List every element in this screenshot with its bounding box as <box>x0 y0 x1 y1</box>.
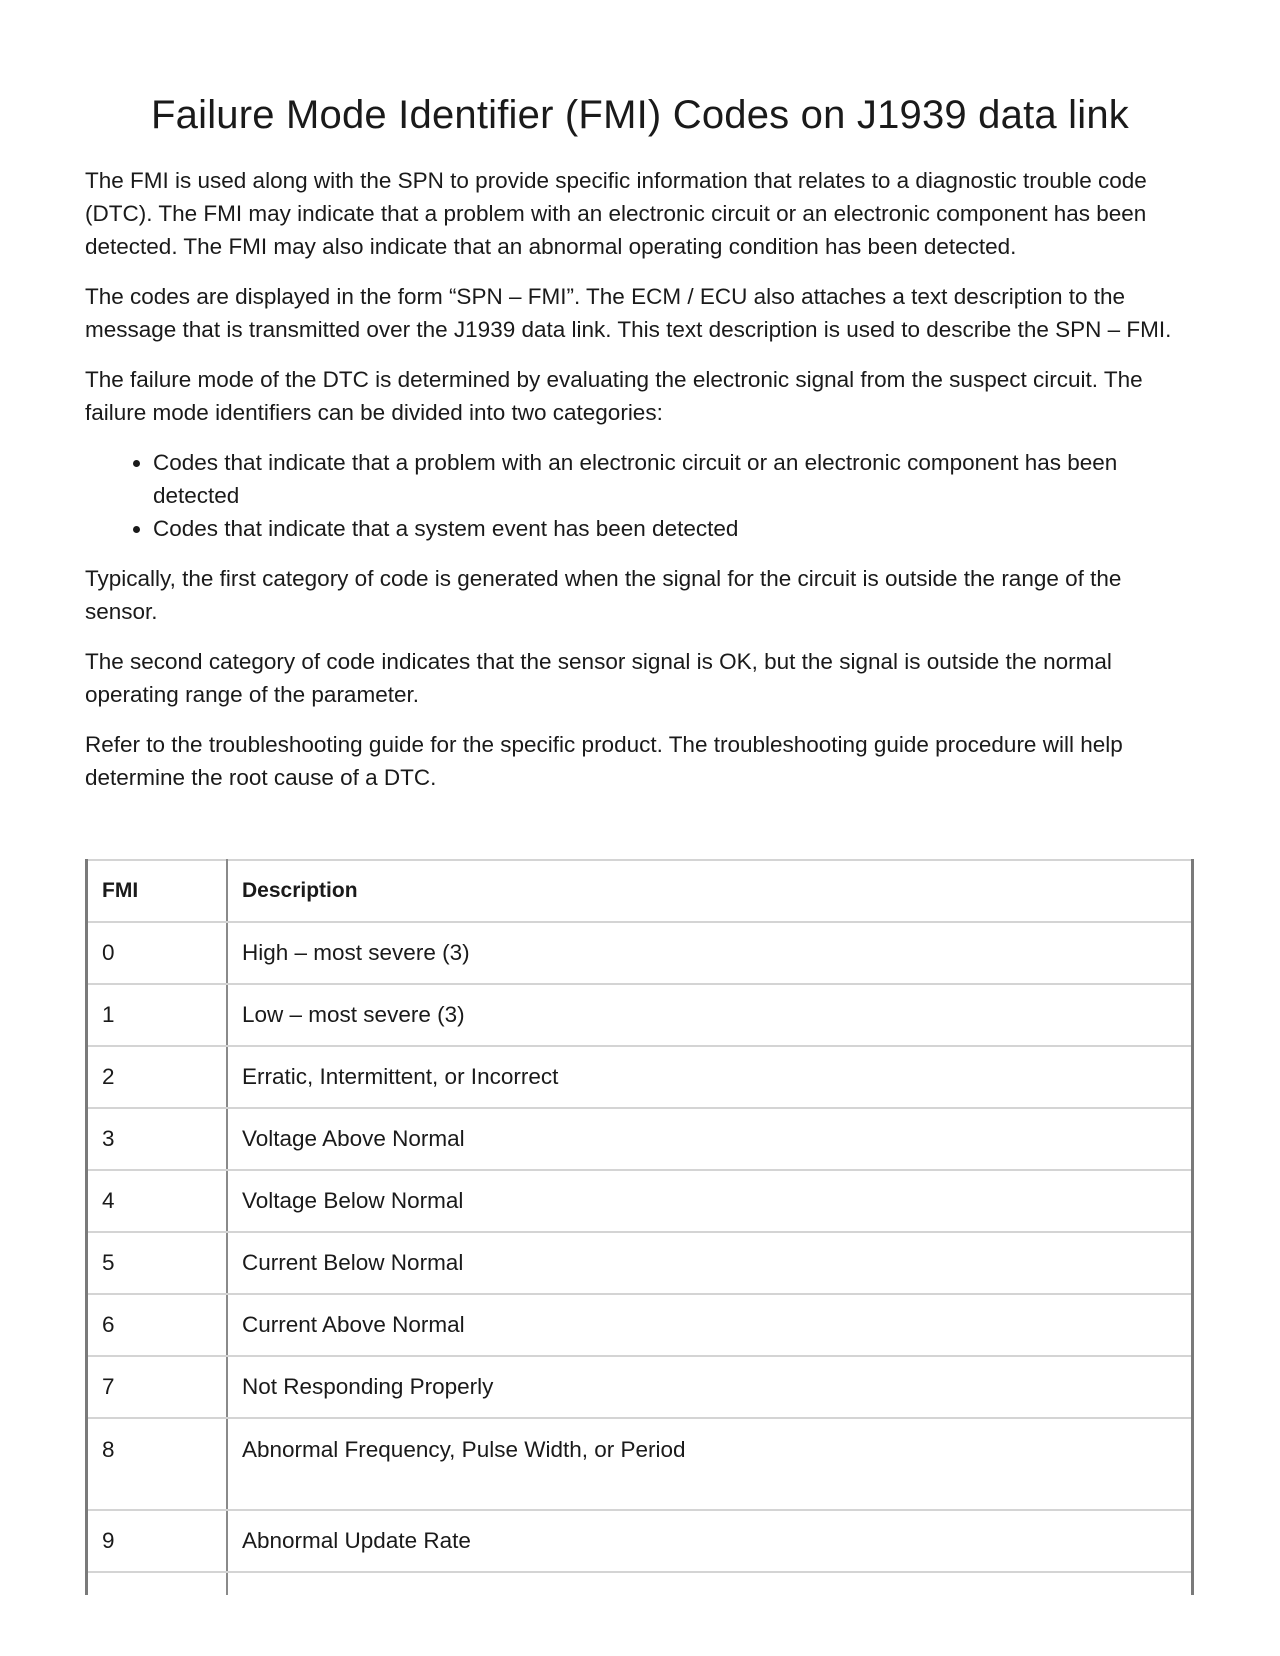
fmi-code-cell: 2 <box>87 1046 228 1108</box>
table-row <box>87 1356 1193 1418</box>
category-list <box>85 446 1195 545</box>
fmi-code-cell: 7 <box>87 1356 228 1418</box>
list-item: • Codes that indicate that a problem with an electronic circuit or an electronic component has been detected <box>153 446 1195 512</box>
fmi-code-cell: 4 <box>87 1170 228 1232</box>
table-row <box>87 1232 1193 1294</box>
document-page <box>85 86 1195 1595</box>
table-row <box>87 984 1193 1046</box>
fmi-table <box>85 859 1194 1595</box>
table-row <box>87 1046 1193 1108</box>
table-row <box>87 1418 1193 1510</box>
table-row <box>87 1170 1193 1232</box>
troubleshooting-paragraph: Refer to the troubleshooting guide for the specific product. The troubleshooting guide procedure will help determine the root cause of a DTC. <box>85 732 1123 790</box>
fmi-code-cell: 1 <box>87 984 228 1046</box>
fmi-code-cell: 5 <box>87 1232 228 1294</box>
fmi-description-cell: Abnormal Frequency, Pulse Width, or Period <box>227 1418 1193 1510</box>
fmi-description-cell: Voltage Above Normal <box>227 1108 1193 1170</box>
table-row <box>87 1294 1193 1356</box>
fmi-code-cell: 3 <box>87 1108 228 1170</box>
fmi-code-cell: 6 <box>87 1294 228 1356</box>
column-header-fmi: FMI <box>87 860 228 922</box>
fmi-code-cell: 9 <box>87 1510 228 1572</box>
fmi-description-cell: High – most severe (3) <box>227 922 1193 984</box>
fmi-description-cell: Erratic, Intermittent, or Incorrect <box>227 1046 1193 1108</box>
second-category-paragraph: The second category of code indicates that the sensor signal is OK, but the signal is outside the normal operating range of the parameter. <box>85 649 1112 707</box>
fmi-code-cell: 0 <box>87 922 228 984</box>
fmi-description-cell: Not Responding Properly <box>227 1356 1193 1418</box>
table-header-row <box>87 860 1193 922</box>
page-title: Failure Mode Identifier (FMI) Codes on J1939 data link <box>151 93 1129 137</box>
list-item: • Codes that indicate that a system event has been detected <box>153 512 1195 545</box>
fmi-code-cell: 8 <box>87 1418 228 1510</box>
fmi-description-cell: Low – most severe (3) <box>227 984 1193 1046</box>
empty-cell <box>227 1572 1193 1595</box>
table-row-continued <box>87 1572 1193 1595</box>
fmi-description-cell: Abnormal Update Rate <box>227 1510 1193 1572</box>
fmi-description-cell: Voltage Below Normal <box>227 1170 1193 1232</box>
spacer <box>85 811 1195 859</box>
fmi-description-cell: Current Above Normal <box>227 1294 1193 1356</box>
column-header-description: Description <box>227 860 1193 922</box>
intro-paragraph: The FMI is used along with the SPN to provide specific information that relates to a diagnostic trouble code (DTC). The FMI may indicate that a problem with an electronic circuit or an electronic component has been detected. The FMI may also indicate that an abnormal operating condition has been detected. <box>85 168 1147 259</box>
table-row <box>87 1108 1193 1170</box>
fmi-description-cell: Current Below Normal <box>227 1232 1193 1294</box>
first-category-paragraph: Typically, the first category of code is generated when the signal for the circuit is outside the range of the sensor. <box>85 566 1122 624</box>
codes-format-paragraph: The codes are displayed in the form “SPN – FMI”. The ECM / ECU also attaches a text description to the message that is transmitted over the J1939 data link. This text description is used to describe the SPN – FMI. <box>85 284 1172 342</box>
empty-cell <box>87 1572 228 1595</box>
table-row <box>87 1510 1193 1572</box>
failure-mode-paragraph: The failure mode of the DTC is determined by evaluating the electronic signal from the suspect circuit. The failure mode identifiers can be divided into two categories: <box>85 367 1143 425</box>
table-row <box>87 922 1193 984</box>
